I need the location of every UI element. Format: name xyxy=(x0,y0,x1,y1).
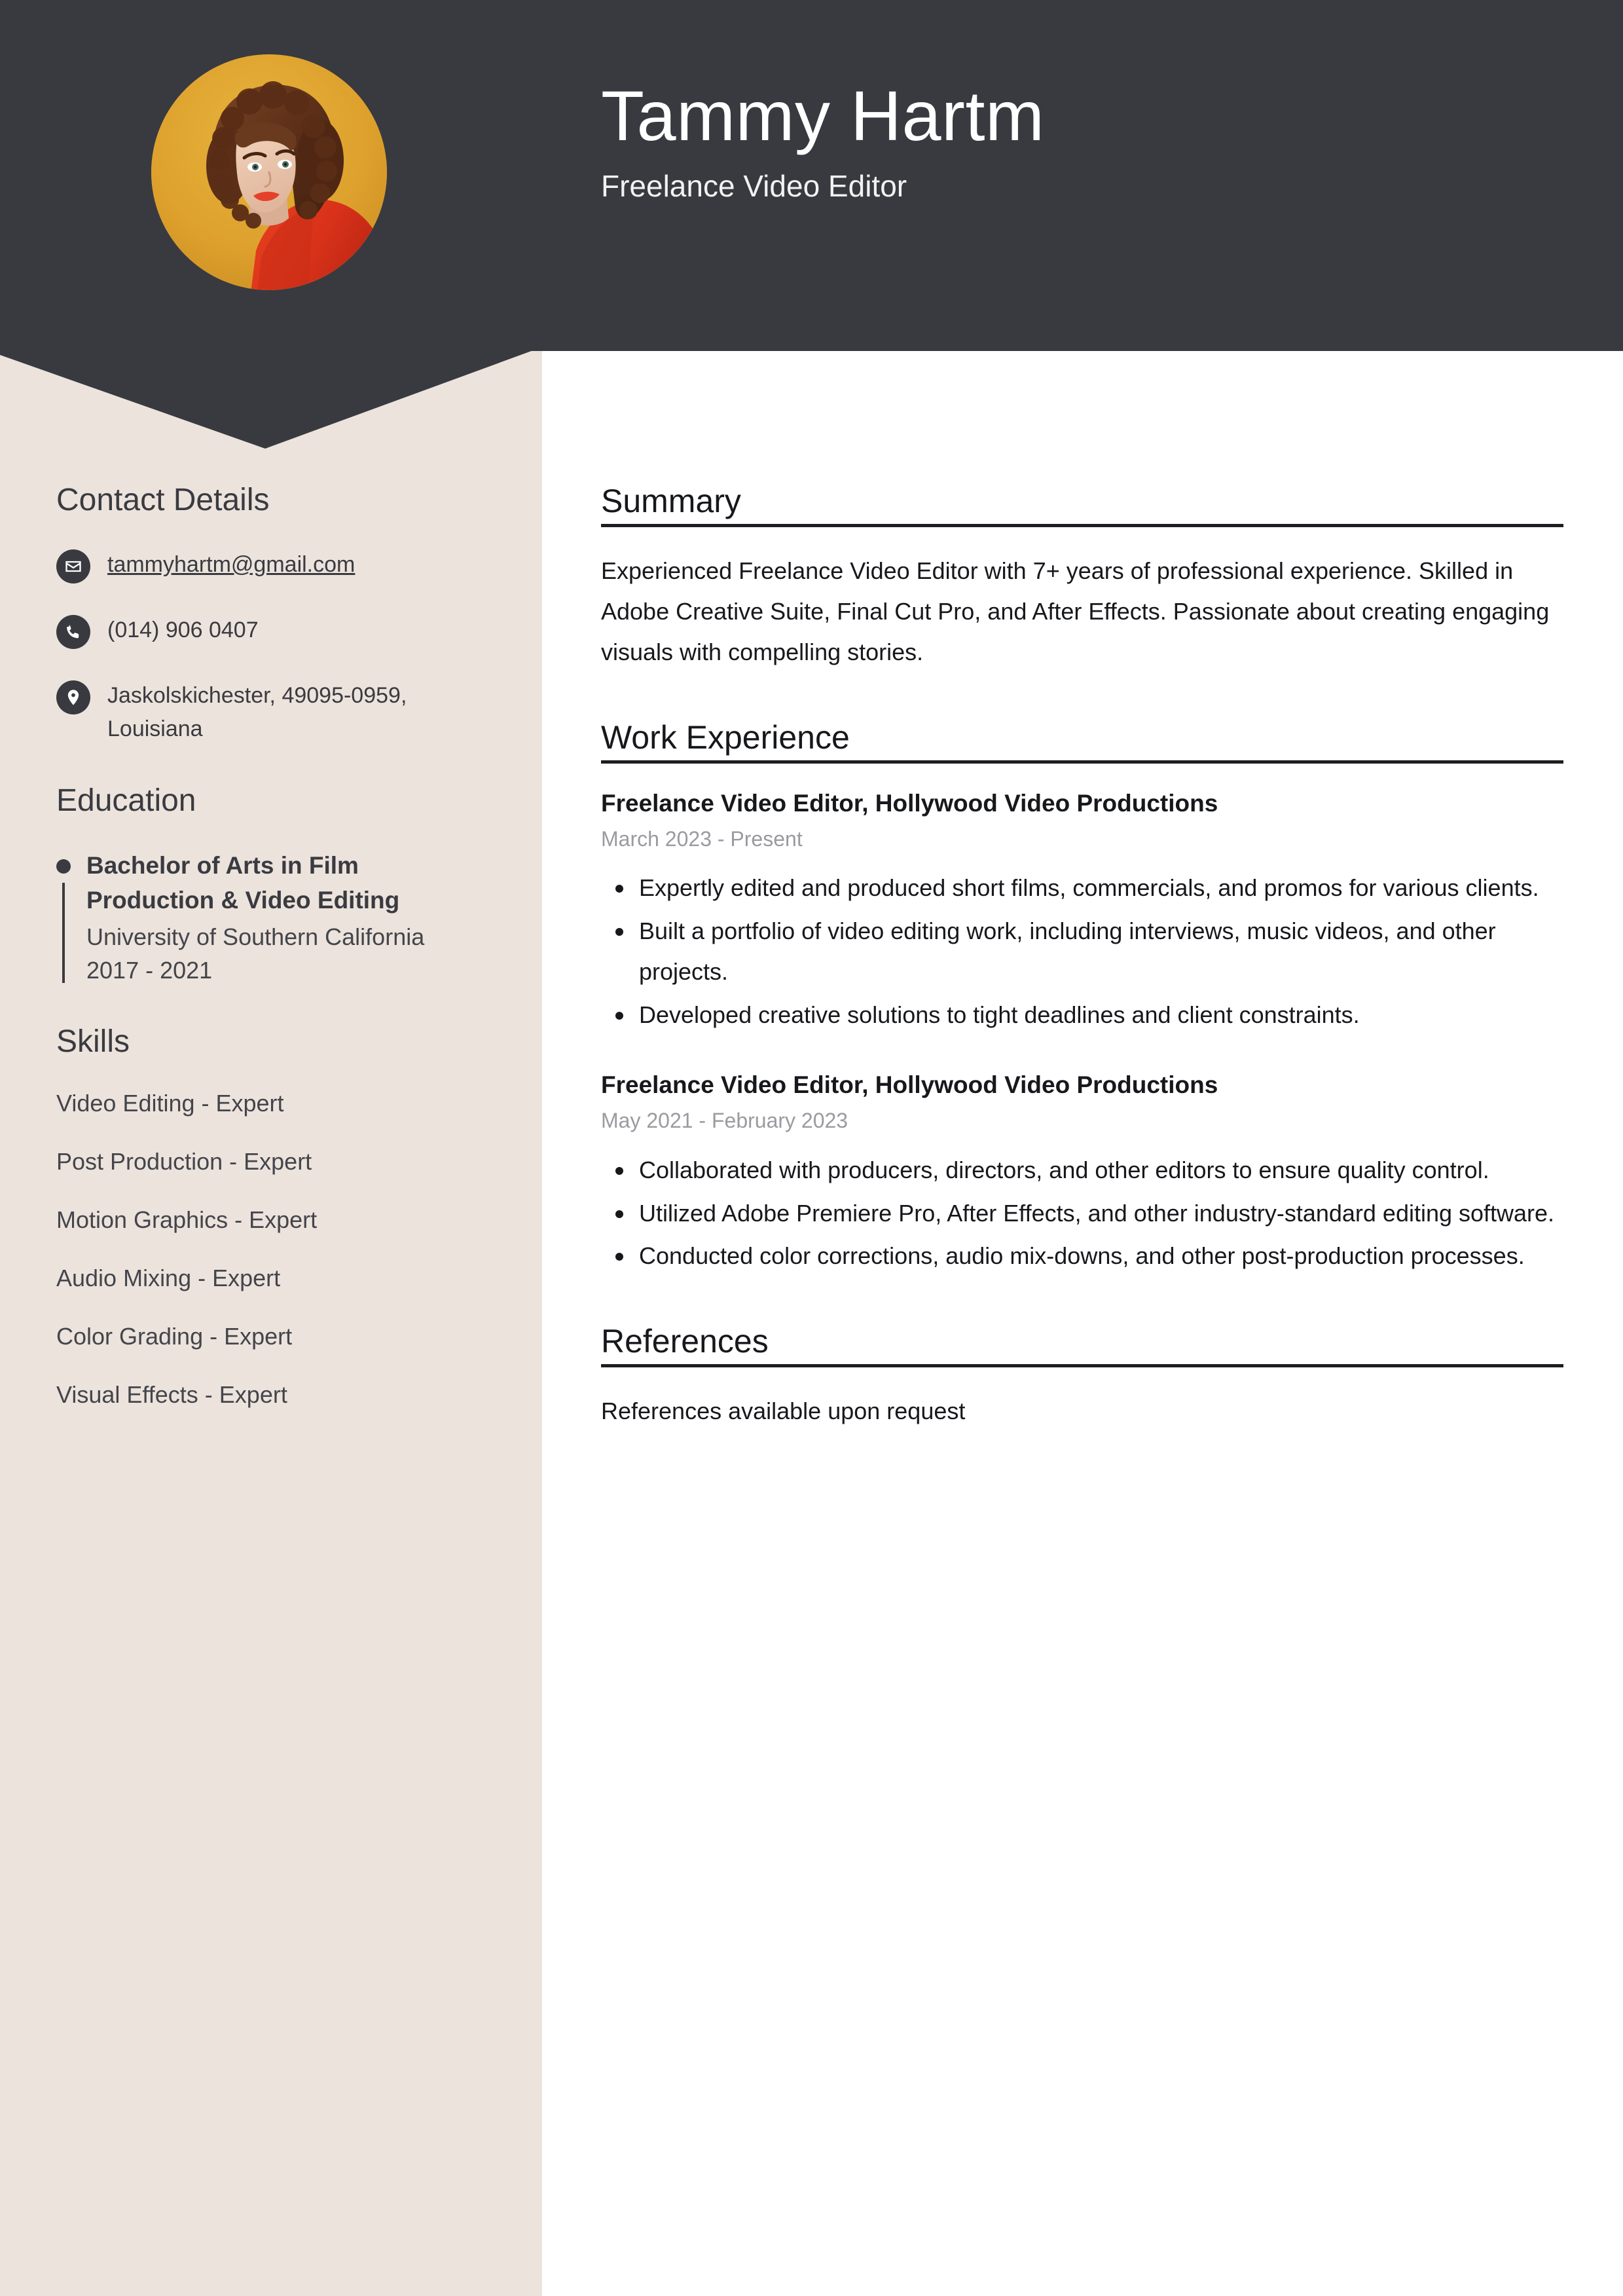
education-timeline-marker xyxy=(56,849,86,987)
education-dates: 2017 - 2021 xyxy=(86,957,213,984)
section-divider xyxy=(601,524,1563,527)
job-title-subtitle: Freelance Video Editor xyxy=(601,169,907,204)
education-timeline-line xyxy=(62,883,65,983)
summary-section xyxy=(601,482,1563,673)
education-heading: Education xyxy=(56,783,196,818)
sidebar-content xyxy=(0,482,542,1445)
education-bullet-dot xyxy=(56,859,71,874)
work-experience-section xyxy=(601,718,1563,1277)
header-chevron-shape xyxy=(0,347,542,452)
avatar xyxy=(151,54,387,290)
skill-item: Color Grading - Expert xyxy=(56,1323,293,1350)
education-item xyxy=(56,849,486,987)
references-section xyxy=(601,1322,1563,1432)
envelope-icon xyxy=(56,549,90,583)
job-dates: May 2021 - February 2023 xyxy=(601,1109,848,1133)
skill-item: Motion Graphics - Expert xyxy=(56,1206,318,1234)
job-bullet: Utilized Adobe Premiere Pro, After Effects, and other industry-standard editing software. xyxy=(601,1193,1563,1234)
header-text-block xyxy=(601,76,1045,204)
contact-details-section xyxy=(56,482,486,746)
section-divider xyxy=(601,760,1563,764)
main-content xyxy=(601,482,1563,1477)
job-bullet: Collaborated with producers, directors, and other editors to ensure quality control. xyxy=(601,1150,1563,1191)
location-pin-icon xyxy=(56,680,90,714)
skill-item: Video Editing - Expert xyxy=(56,1090,284,1117)
contact-phone-value[interactable]: (014) 906 0407 xyxy=(107,618,259,642)
summary-text: Experienced Freelance Video Editor with 7+ years of professional experience. Skilled in Adobe Creative Suite, Final Cut Pro, and After Effects. Passionate about creating engaging visuals with compelling stories. xyxy=(601,557,1550,665)
work-experience-item xyxy=(601,787,1563,1035)
skills-heading: Skills xyxy=(56,1024,130,1060)
summary-heading: Summary xyxy=(601,483,741,519)
job-bullet: Conducted color corrections, audio mix-downs, and other post-production processes. xyxy=(601,1236,1563,1276)
section-divider xyxy=(601,1364,1563,1367)
page-title: Tammy Hartm xyxy=(601,76,1045,155)
contact-email-value[interactable]: tammyhartm@gmail.com xyxy=(107,552,356,577)
education-section xyxy=(56,783,486,987)
contact-item-email[interactable] xyxy=(56,548,486,583)
education-school: University of Southern California xyxy=(86,923,425,951)
job-title: Freelance Video Editor, Hollywood Video Productions xyxy=(601,789,1218,817)
contact-details-heading: Contact Details xyxy=(56,483,270,517)
contact-item-phone[interactable] xyxy=(56,614,486,649)
references-heading: References xyxy=(601,1323,769,1360)
job-bullet: Developed creative solutions to tight deadlines and client constraints. xyxy=(601,995,1563,1035)
education-degree: Bachelor of Arts in Film Production & Video Editing xyxy=(86,852,400,914)
work-experience-item xyxy=(601,1069,1563,1276)
skill-item: Visual Effects - Expert xyxy=(56,1381,287,1409)
job-bullet-list xyxy=(601,868,1563,1035)
skill-item: Audio Mixing - Expert xyxy=(56,1265,281,1292)
job-bullet: Built a portfolio of video editing work, including interviews, music videos, and other projects. xyxy=(601,911,1563,992)
phone-icon xyxy=(56,615,90,649)
job-bullet: Expertly edited and produced short films, commercials, and promos for various clients. xyxy=(601,868,1563,908)
references-text: References available upon request xyxy=(601,1398,966,1425)
education-item-body xyxy=(86,849,486,987)
skills-section xyxy=(56,1024,486,1409)
work-experience-heading: Work Experience xyxy=(601,718,850,756)
job-dates: March 2023 - Present xyxy=(601,826,803,851)
contact-item-address xyxy=(56,679,486,746)
job-title: Freelance Video Editor, Hollywood Video Productions xyxy=(601,1071,1218,1099)
skill-item: Post Production - Expert xyxy=(56,1148,312,1176)
contact-address-value: Jaskolskichester, 49095-0959, Louisiana xyxy=(107,683,407,741)
job-bullet-list xyxy=(601,1150,1563,1277)
